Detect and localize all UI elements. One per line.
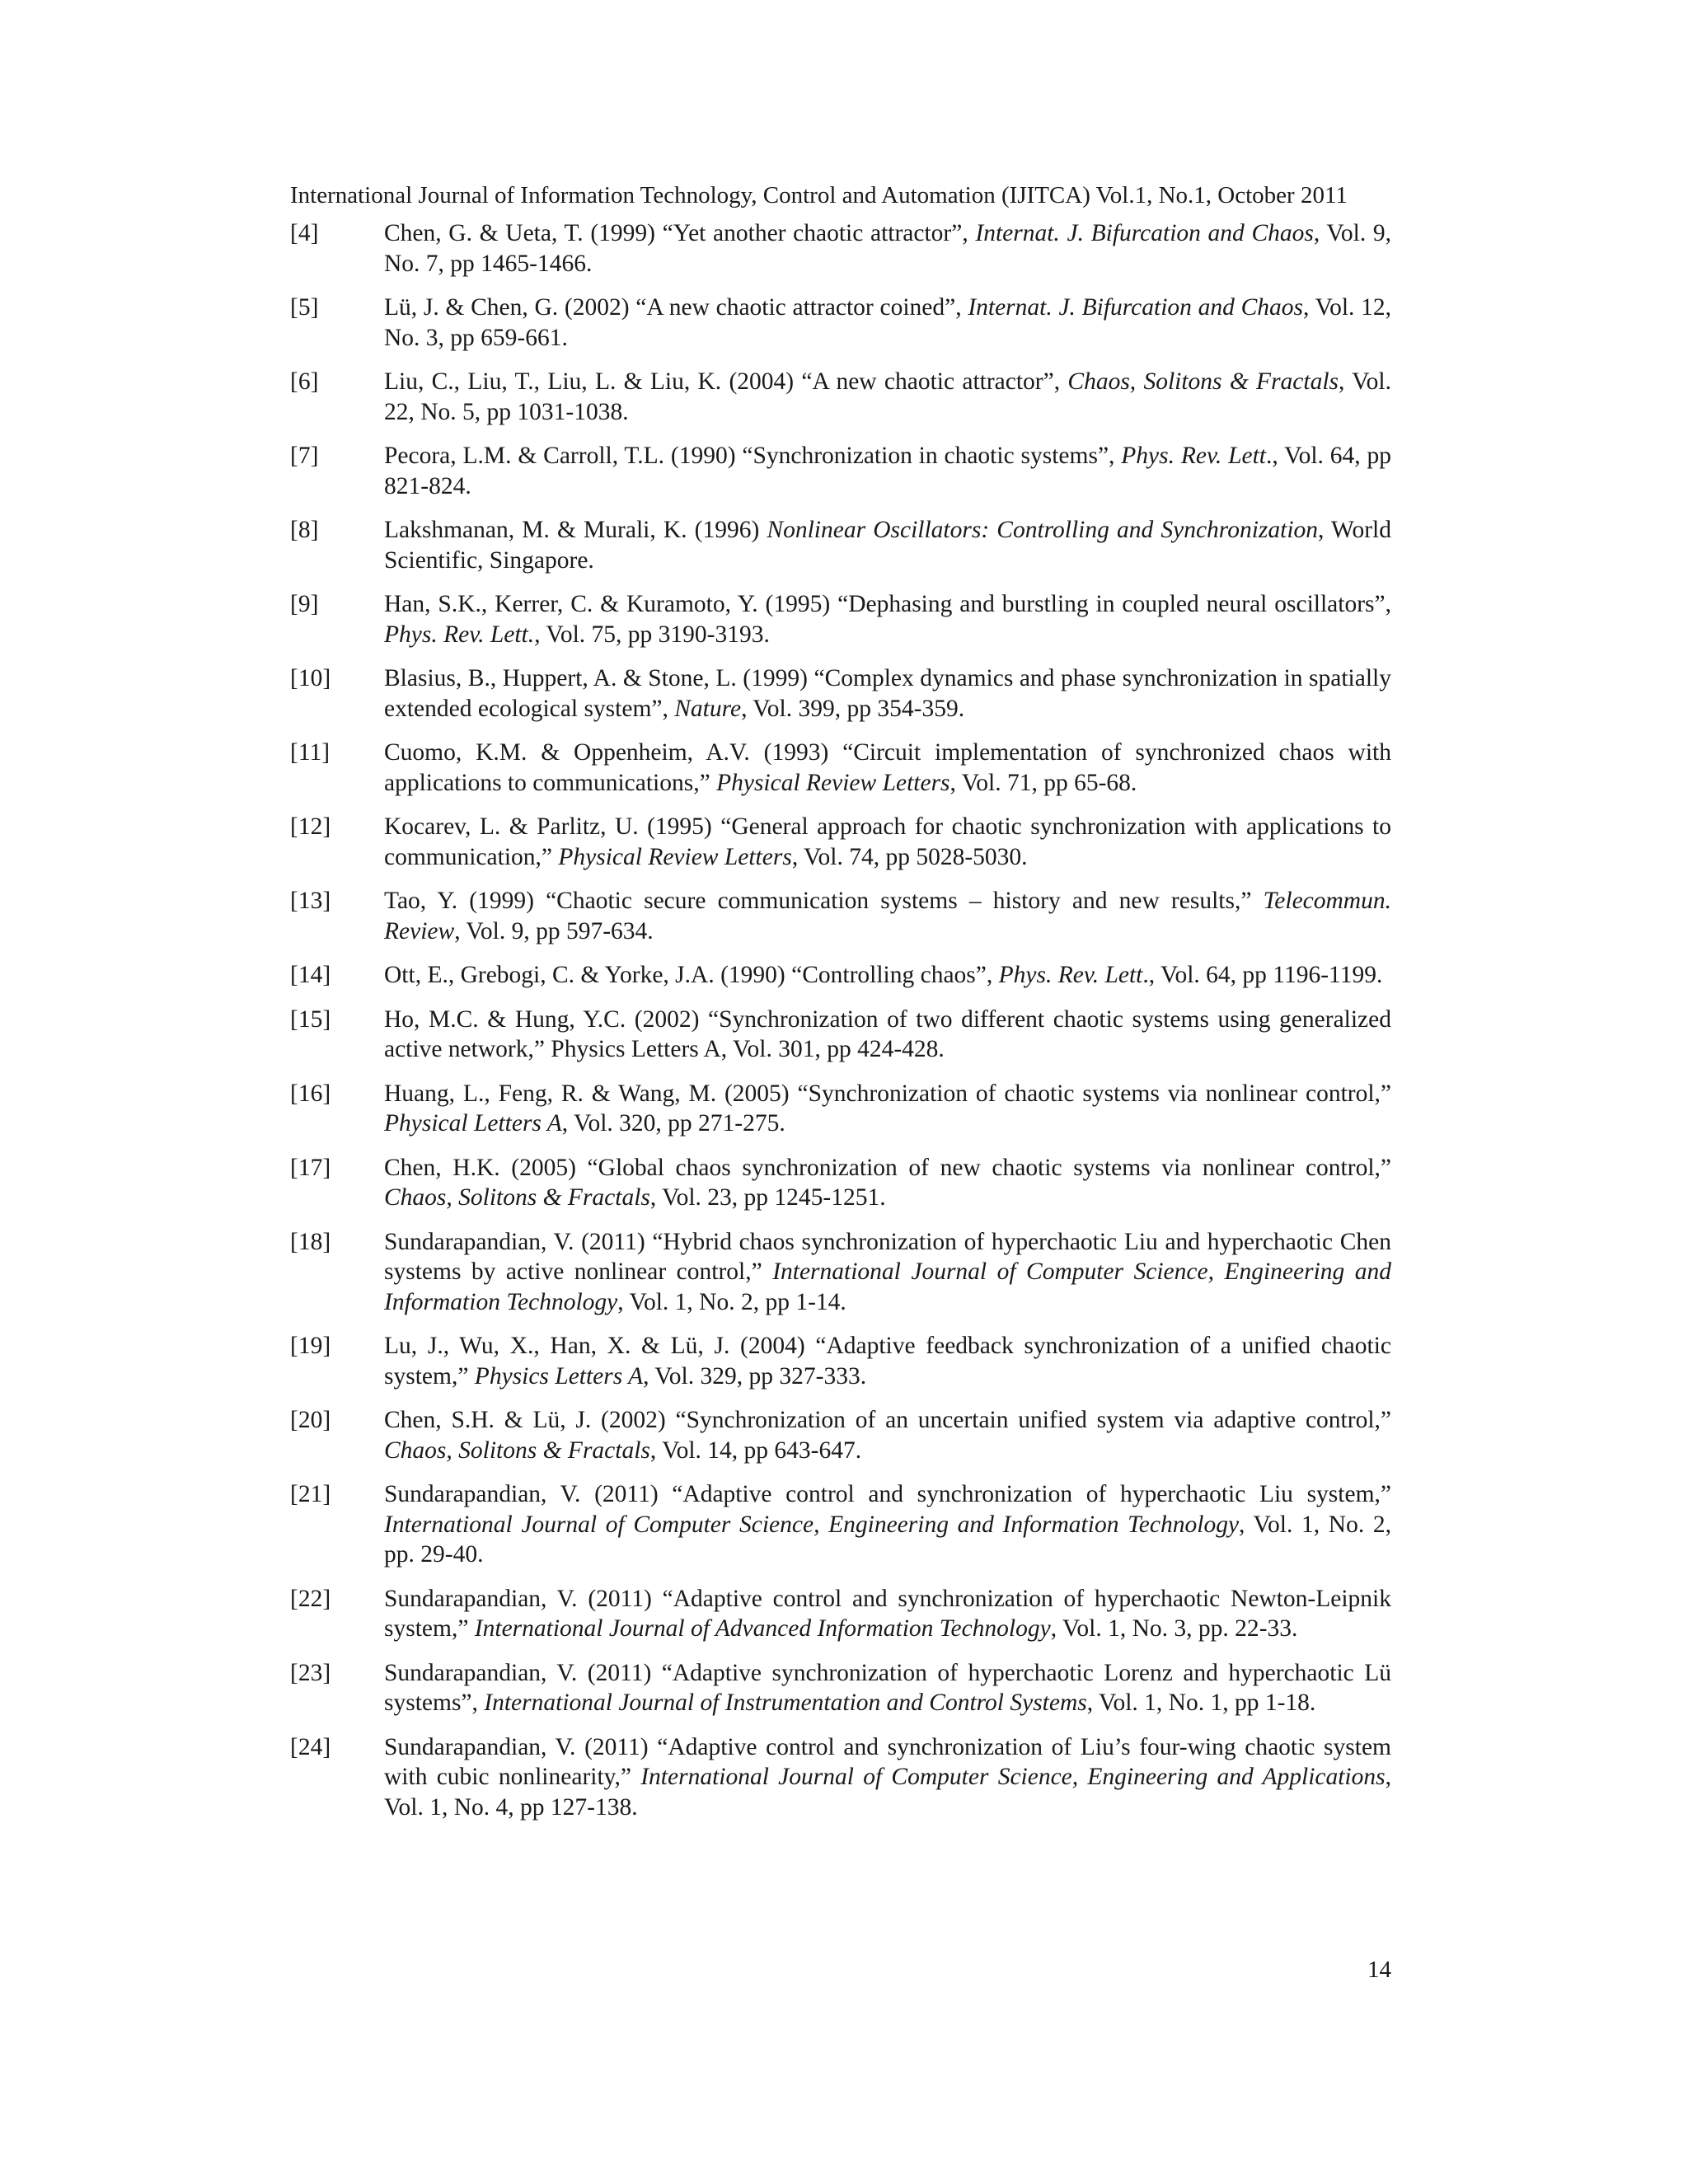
reference-number: [8] [290, 517, 319, 543]
reference-text-segment: Vol. 75, pp 3190-3193. [540, 621, 770, 648]
reference-item [290, 367, 1391, 427]
reference-item [290, 1331, 1391, 1391]
page-number: 14 [1367, 1957, 1391, 1983]
reference-text-segment: , Vol. 9, pp 597-634. [454, 917, 654, 944]
reference-number: [6] [290, 368, 319, 395]
reference-text [384, 1732, 1391, 1823]
reference-text [384, 812, 1391, 872]
reference-item [290, 1405, 1391, 1465]
reference-text-segment: , Vol. 12, No. 3, pp 659-661. [384, 294, 1392, 351]
reference-source-title: International Journal of Computer Science, Engineering and Information Technology [384, 1511, 1240, 1538]
reference-text [384, 218, 1391, 279]
reference-number: [13] [290, 888, 331, 914]
reference-number: [14] [290, 962, 331, 988]
reference-number: [4] [290, 220, 319, 246]
reference-item [290, 886, 1391, 946]
reference-source-title: International Journal of Instrumentation and Control Systems [484, 1690, 1087, 1716]
reference-text [384, 1658, 1391, 1718]
reference-text [384, 886, 1391, 946]
reference-text-segment: Huang, L., Feng, R. & Wang, M. (2005) “Synchronization of chaotic systems via nonlinear control,” [384, 1080, 1391, 1107]
reference-text-segment: , Vol. 9, No. 7, pp 1465-1466. [384, 220, 1391, 277]
reference-item [290, 663, 1391, 724]
reference-text [384, 1331, 1391, 1391]
reference-text-segment: Liu, C., Liu, T., Liu, L. & Liu, K. (2004) “A new chaotic attractor”, [384, 368, 1068, 395]
reference-text [384, 589, 1391, 649]
reference-text-segment: Lü, J. & Chen, G. (2002) “A new chaotic attractor coined”, [384, 294, 968, 321]
reference-text-segment: , Vol. 1, No. 1, pp 1-18. [1086, 1690, 1316, 1716]
reference-text [384, 960, 1391, 991]
reference-text [384, 441, 1391, 501]
reference-number: [21] [290, 1481, 331, 1507]
reference-text-segment: Han, S.K., Kerrer, C. & Kuramoto, Y. (1995) “Dephasing and burstling in coupled neural oscillators”, [384, 591, 1391, 617]
reference-number: [18] [290, 1228, 331, 1255]
reference-source-title: Internat. J. Bifurcation and Chaos [968, 294, 1304, 321]
reference-item [290, 293, 1391, 353]
reference-number: [15] [290, 1005, 331, 1033]
reference-list [290, 218, 1391, 1836]
reference-text-segment: Sundarapandian, V. (2011) “Adaptive control and synchronization of hyperchaotic Liu system,” [384, 1481, 1391, 1507]
reference-text-segment: Ho, M.C. & Hung, Y.C. (2002) “Synchronization of two different chaotic systems using generalized active network,” Physics Letters A, Vol. 301, pp 424-428. [384, 1005, 1391, 1062]
reference-item [290, 812, 1391, 872]
reference-source-title: Nature [674, 695, 742, 722]
reference-item [290, 1153, 1391, 1213]
reference-text-segment: Pecora, L.M. & Carroll, T.L. (1990) “Synchronization in chaotic systems”, [384, 443, 1122, 469]
reference-text-segment: , Vol. 23, pp 1245-1251. [649, 1184, 886, 1211]
reference-source-title: Phys. Rev. Lett [998, 962, 1143, 988]
reference-text [384, 1227, 1391, 1318]
reference-text-segment: Sundarapandian, V. (2011) “Hybrid chaos synchronization of hyperchaotic Liu and hyperchaotic Chen systems by active nonlinear control,” [384, 1228, 1391, 1285]
reference-text [384, 1479, 1391, 1570]
reference-text-segment: ., Vol. 64, pp 821-824. [384, 443, 1392, 499]
reference-source-title: Physics Letters A [474, 1362, 644, 1390]
reference-text [384, 367, 1391, 427]
reference-text-segment: , Vol. 1, No. 2, pp 1-14. [617, 1288, 846, 1315]
reference-source-title: Nonlinear Oscillators: Controlling and Synchronization [767, 517, 1319, 543]
reference-text [384, 1079, 1391, 1139]
reference-text-segment: Chen, G. & Ueta, T. (1999) “Yet another chaotic attractor”, [384, 220, 976, 246]
reference-item [290, 515, 1391, 575]
reference-text-segment: Lakshmanan, M. & Murali, K. (1996) [384, 517, 767, 543]
reference-text [384, 1584, 1391, 1644]
reference-text-segment: , Vol. 71, pp 65-68. [950, 769, 1137, 796]
reference-number: [22] [290, 1585, 331, 1612]
reference-text [384, 1005, 1391, 1065]
reference-text-segment: , Vol. 14, pp 643-647. [649, 1436, 862, 1464]
reference-text-segment: , Vol. 320, pp 271-275. [561, 1110, 785, 1137]
reference-number: [23] [290, 1659, 331, 1686]
reference-number: [19] [290, 1333, 331, 1359]
reference-item [290, 1732, 1391, 1823]
reference-item [290, 1658, 1391, 1718]
reference-text-segment: Ott, E., Grebogi, C. & Yorke, J.A. (1990) “Controlling chaos”, [384, 962, 999, 988]
reference-text-segment: Tao, Y. (1999) “Chaotic secure communication systems – history and new results,” [384, 888, 1264, 914]
reference-text-segment: , Vol. 1, No. 2, pp. 29-40. [384, 1511, 1392, 1568]
reference-item [290, 1584, 1391, 1644]
reference-source-title: International Journal of Computer Science, Engineering and Applications [640, 1764, 1386, 1790]
reference-text-segment: Lu, J., Wu, X., Han, X. & Lü, J. (2004) “Adaptive feedback synchronization of a unified chaotic system,” [384, 1333, 1391, 1390]
reference-item [290, 738, 1391, 798]
reference-source-title: Chaos, Solitons & Fractals [384, 1184, 650, 1211]
reference-item [290, 1227, 1391, 1318]
reference-number: [5] [290, 294, 319, 321]
reference-number: [9] [290, 591, 319, 617]
reference-text-segment: ., Vol. 64, pp 1196-1199. [1142, 962, 1383, 988]
reference-text-segment: Chen, H.K. (2005) “Global chaos synchronization of new chaotic systems via nonlinear control,” [384, 1154, 1391, 1181]
reference-text-segment: , Vol. 399, pp 354-359. [741, 695, 965, 722]
reference-number: [24] [290, 1733, 331, 1760]
reference-text-segment: , Vol. 74, pp 5028-5030. [791, 843, 1028, 870]
reference-source-title: Physical Letters A [384, 1110, 562, 1137]
reference-text [384, 293, 1391, 353]
reference-source-title: International Journal of Advanced Information Technology [474, 1615, 1051, 1642]
reference-number: [10] [290, 665, 331, 691]
reference-source-title: Chaos, Solitons & Fractals [1067, 368, 1339, 395]
reference-text [384, 663, 1391, 724]
reference-text-segment: , World Scientific, Singapore. [384, 517, 1391, 574]
reference-number: [11] [290, 739, 331, 766]
reference-text [384, 1405, 1391, 1465]
reference-source-title: Phys. Rev. Lett [1121, 443, 1267, 469]
reference-source-title: Physical Review Letters [716, 769, 950, 796]
reference-text-segment: Sundarapandian, V. (2011) “Adaptive control and synchronization of Liu’s four-wing chaotic system with cubic nonlinearity,” [384, 1733, 1391, 1790]
reference-number: [16] [290, 1080, 331, 1107]
reference-text-segment: , Vol. 22, No. 5, pp 1031-1038. [384, 368, 1391, 425]
reference-text [384, 1153, 1391, 1213]
reference-item [290, 218, 1391, 279]
reference-text [384, 738, 1391, 798]
reference-text-segment: Sundarapandian, V. (2011) “Adaptive synchronization of hyperchaotic Lorenz and hyperchaotic Lü systems”, [384, 1659, 1391, 1716]
reference-item [290, 1079, 1391, 1139]
reference-text-segment: , Vol. 329, pp 327-333. [643, 1362, 867, 1390]
reference-item [290, 1479, 1391, 1570]
reference-text-segment: Sundarapandian, V. (2011) “Adaptive control and synchronization of hyperchaotic Newton-Leipnik system,” [384, 1585, 1391, 1642]
reference-item [290, 960, 1391, 991]
running-header: International Journal of Information Technology, Control and Automation (IJITCA) Vol.1, No.1, October 2011 [290, 182, 1348, 209]
reference-number: [20] [290, 1407, 331, 1433]
reference-item [290, 589, 1391, 649]
reference-text-segment: Cuomo, K.M. & Oppenheim, A.V. (1993) “Circuit implementation of synchronized chaos with applications to communications,” [384, 739, 1391, 796]
reference-source-title: Physical Review Letters [558, 843, 792, 870]
reference-source-title: Internat. J. Bifurcation and Chaos [975, 220, 1314, 246]
reference-number: [17] [290, 1154, 331, 1181]
reference-text-segment: Kocarev, L. & Parlitz, U. (1995) “General approach for chaotic synchronization with applications to communication,” [384, 813, 1391, 870]
reference-text [384, 515, 1391, 575]
reference-text-segment: , Vol. 1, No. 4, pp 127-138. [384, 1764, 1391, 1821]
reference-text-segment: , Vol. 1, No. 3, pp. 22-33. [1050, 1615, 1298, 1642]
reference-item [290, 1005, 1391, 1065]
reference-source-title: International Journal of Computer Science, Engineering and Information Technology [384, 1258, 1391, 1315]
reference-text-segment: Blasius, B., Huppert, A. & Stone, L. (1999) “Complex dynamics and phase synchronization in spatially extended ecological system”, [384, 665, 1391, 722]
reference-item [290, 441, 1391, 501]
reference-source-title: Chaos, Solitons & Fractals [384, 1436, 650, 1464]
reference-text-segment: Chen, S.H. & Lü, J. (2002) “Synchronization of an uncertain unified system via adaptive control,” [384, 1407, 1391, 1433]
reference-source-title: Telecommun. Review [384, 888, 1391, 944]
reference-source-title: Phys. Rev. Lett., [384, 621, 541, 648]
reference-number: [7] [290, 443, 319, 469]
reference-number: [12] [290, 813, 331, 840]
